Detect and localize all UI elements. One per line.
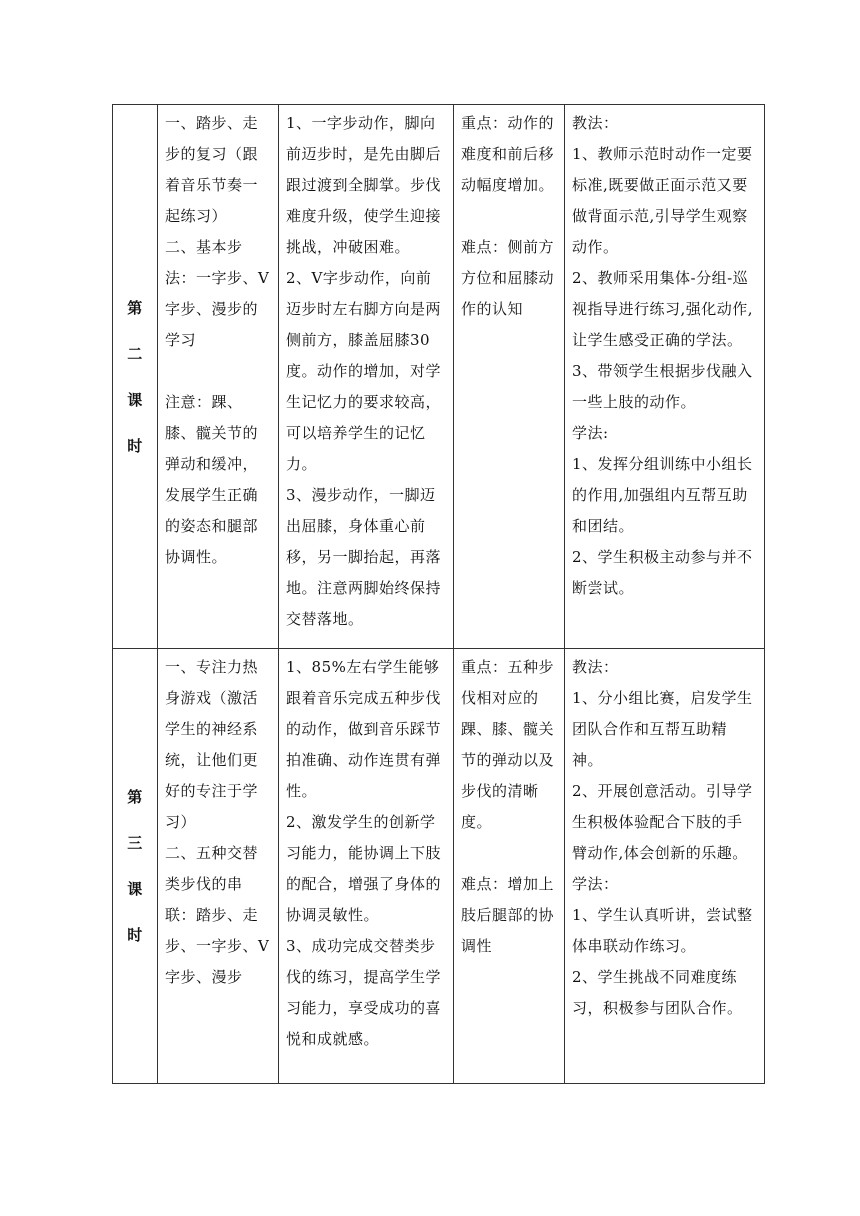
- lesson-label-char: 时: [127, 926, 143, 944]
- method-paragraph: 1、学生认真听讲，尝试整体串联动作练习。: [572, 906, 753, 955]
- key-point-paragraph: 难点：增加上肢后腿部的协调性: [461, 875, 555, 955]
- paragraph-gap: [165, 356, 271, 387]
- method-paragraph: 2、教师采用集体-分组-巡视指导进行练习,强化动作,让学生感受正确的学法。: [572, 269, 754, 349]
- methods-cell: [565, 105, 765, 649]
- methods-cell: [565, 649, 765, 1084]
- goals-cell: [279, 105, 454, 649]
- method-paragraph: 3、带领学生根据步伐融入一些上肢的动作。: [572, 362, 753, 411]
- method-paragraph: 教法：: [572, 658, 619, 676]
- lesson-label-char: 三: [127, 834, 143, 852]
- content-paragraph: 二、五种交替类步伐的串联：踏步、走步、一字步、V字步、漫步: [165, 844, 270, 986]
- method-paragraph: 学法：: [572, 875, 619, 893]
- method-paragraph: 2、学生积极主动参与并不断尝试。: [572, 548, 753, 597]
- goal-paragraph: 1、85%左右学生能够跟着音乐完成五种步伐的动作，做到音乐踩节拍准确、动作连贯有弹性。: [286, 658, 442, 800]
- key-points-cell: [454, 649, 565, 1084]
- lesson-label-char: 二: [127, 344, 143, 363]
- key-point-paragraph: 重点：五种步伐相对应的踝、膝、髋关节的弹动以及步伐的清晰度。: [461, 658, 555, 831]
- content-cell: [158, 649, 279, 1084]
- paragraph-gap: [461, 201, 557, 232]
- goals-cell: [279, 649, 454, 1084]
- method-paragraph: 2、开展创意活动。引导学生积极体验配合下肢的手臂动作,体会创新的乐趣。: [572, 782, 753, 862]
- method-paragraph: 1、分小组比赛，启发学生团队合作和互帮互助精神。: [572, 689, 753, 769]
- lesson-label-char: 第: [127, 298, 143, 317]
- key-point-paragraph: 重点：动作的难度和前后移动幅度增加。: [461, 114, 555, 194]
- key-point-paragraph: 难点：侧前方方位和屈膝动作的认知: [461, 238, 555, 318]
- goal-paragraph: 1、一字步动作，脚向前迈步时，是先由脚后跟过渡到全脚掌。步伐难度升级，使学生迎接挑战，冲破困难。: [286, 114, 442, 256]
- lesson-row-3: [113, 649, 765, 1084]
- method-paragraph: 1、教师示范时动作一定要标准,既要做正面示范又要做背面示范,引导学生观察动作。: [572, 145, 753, 256]
- content-paragraph: 二、基本步法：一字步、V字步、漫步的学习: [165, 238, 270, 349]
- lesson-row-2: [113, 105, 765, 649]
- content-paragraph: 注意：踝、膝、髋关节的弹动和缓冲，发展学生正确的姿态和腿部协调性。: [165, 393, 259, 566]
- content-paragraph: 一、专注力热身游戏（激活学生的神经系统，让他们更好的专注于学习）: [165, 658, 259, 831]
- lesson-label-char: 课: [127, 390, 143, 409]
- content-cell: [158, 105, 279, 649]
- lesson-label-cell: [113, 105, 158, 649]
- goal-paragraph: 3、漫步动作，一脚迈出屈膝，身体重心前移，另一脚抬起，再落地。注意两脚始终保持交替落地。: [286, 486, 442, 628]
- method-paragraph: 学法:: [572, 424, 609, 442]
- lesson-plan-table: [112, 104, 765, 1084]
- lesson-label-cell: [113, 649, 158, 1084]
- method-paragraph: 教法：: [572, 114, 619, 132]
- method-paragraph: 2、学生挑战不同难度练习，积极参与团队合作。: [572, 968, 743, 1017]
- goal-paragraph: 3、成功完成交替类步伐的练习，提高学生学习能力，享受成功的喜悦和成就感。: [286, 937, 442, 1048]
- key-points-cell: [454, 105, 565, 649]
- goal-paragraph: 2、V字步动作，向前迈步时左右脚方向是两侧前方，膝盖屈膝30度。动作的增加，对学生记忆力的要求较高，可以培养学生的记忆力。: [286, 269, 442, 473]
- lesson-label-char: 课: [127, 880, 143, 898]
- content-paragraph: 一、踏步、走步的复习（跟着音乐节奏一起练习）: [165, 114, 259, 225]
- lesson-label-char: 时: [127, 436, 143, 455]
- goal-paragraph: 2、激发学生的创新学习能力，能协调上下肢的配合，增强了身体的协调灵敏性。: [286, 813, 442, 924]
- paragraph-gap: [461, 838, 557, 869]
- lesson-label-char: 第: [127, 788, 143, 806]
- method-paragraph: 1、发挥分组训练中小组长的作用,加强组内互帮互助和团结。: [572, 455, 753, 535]
